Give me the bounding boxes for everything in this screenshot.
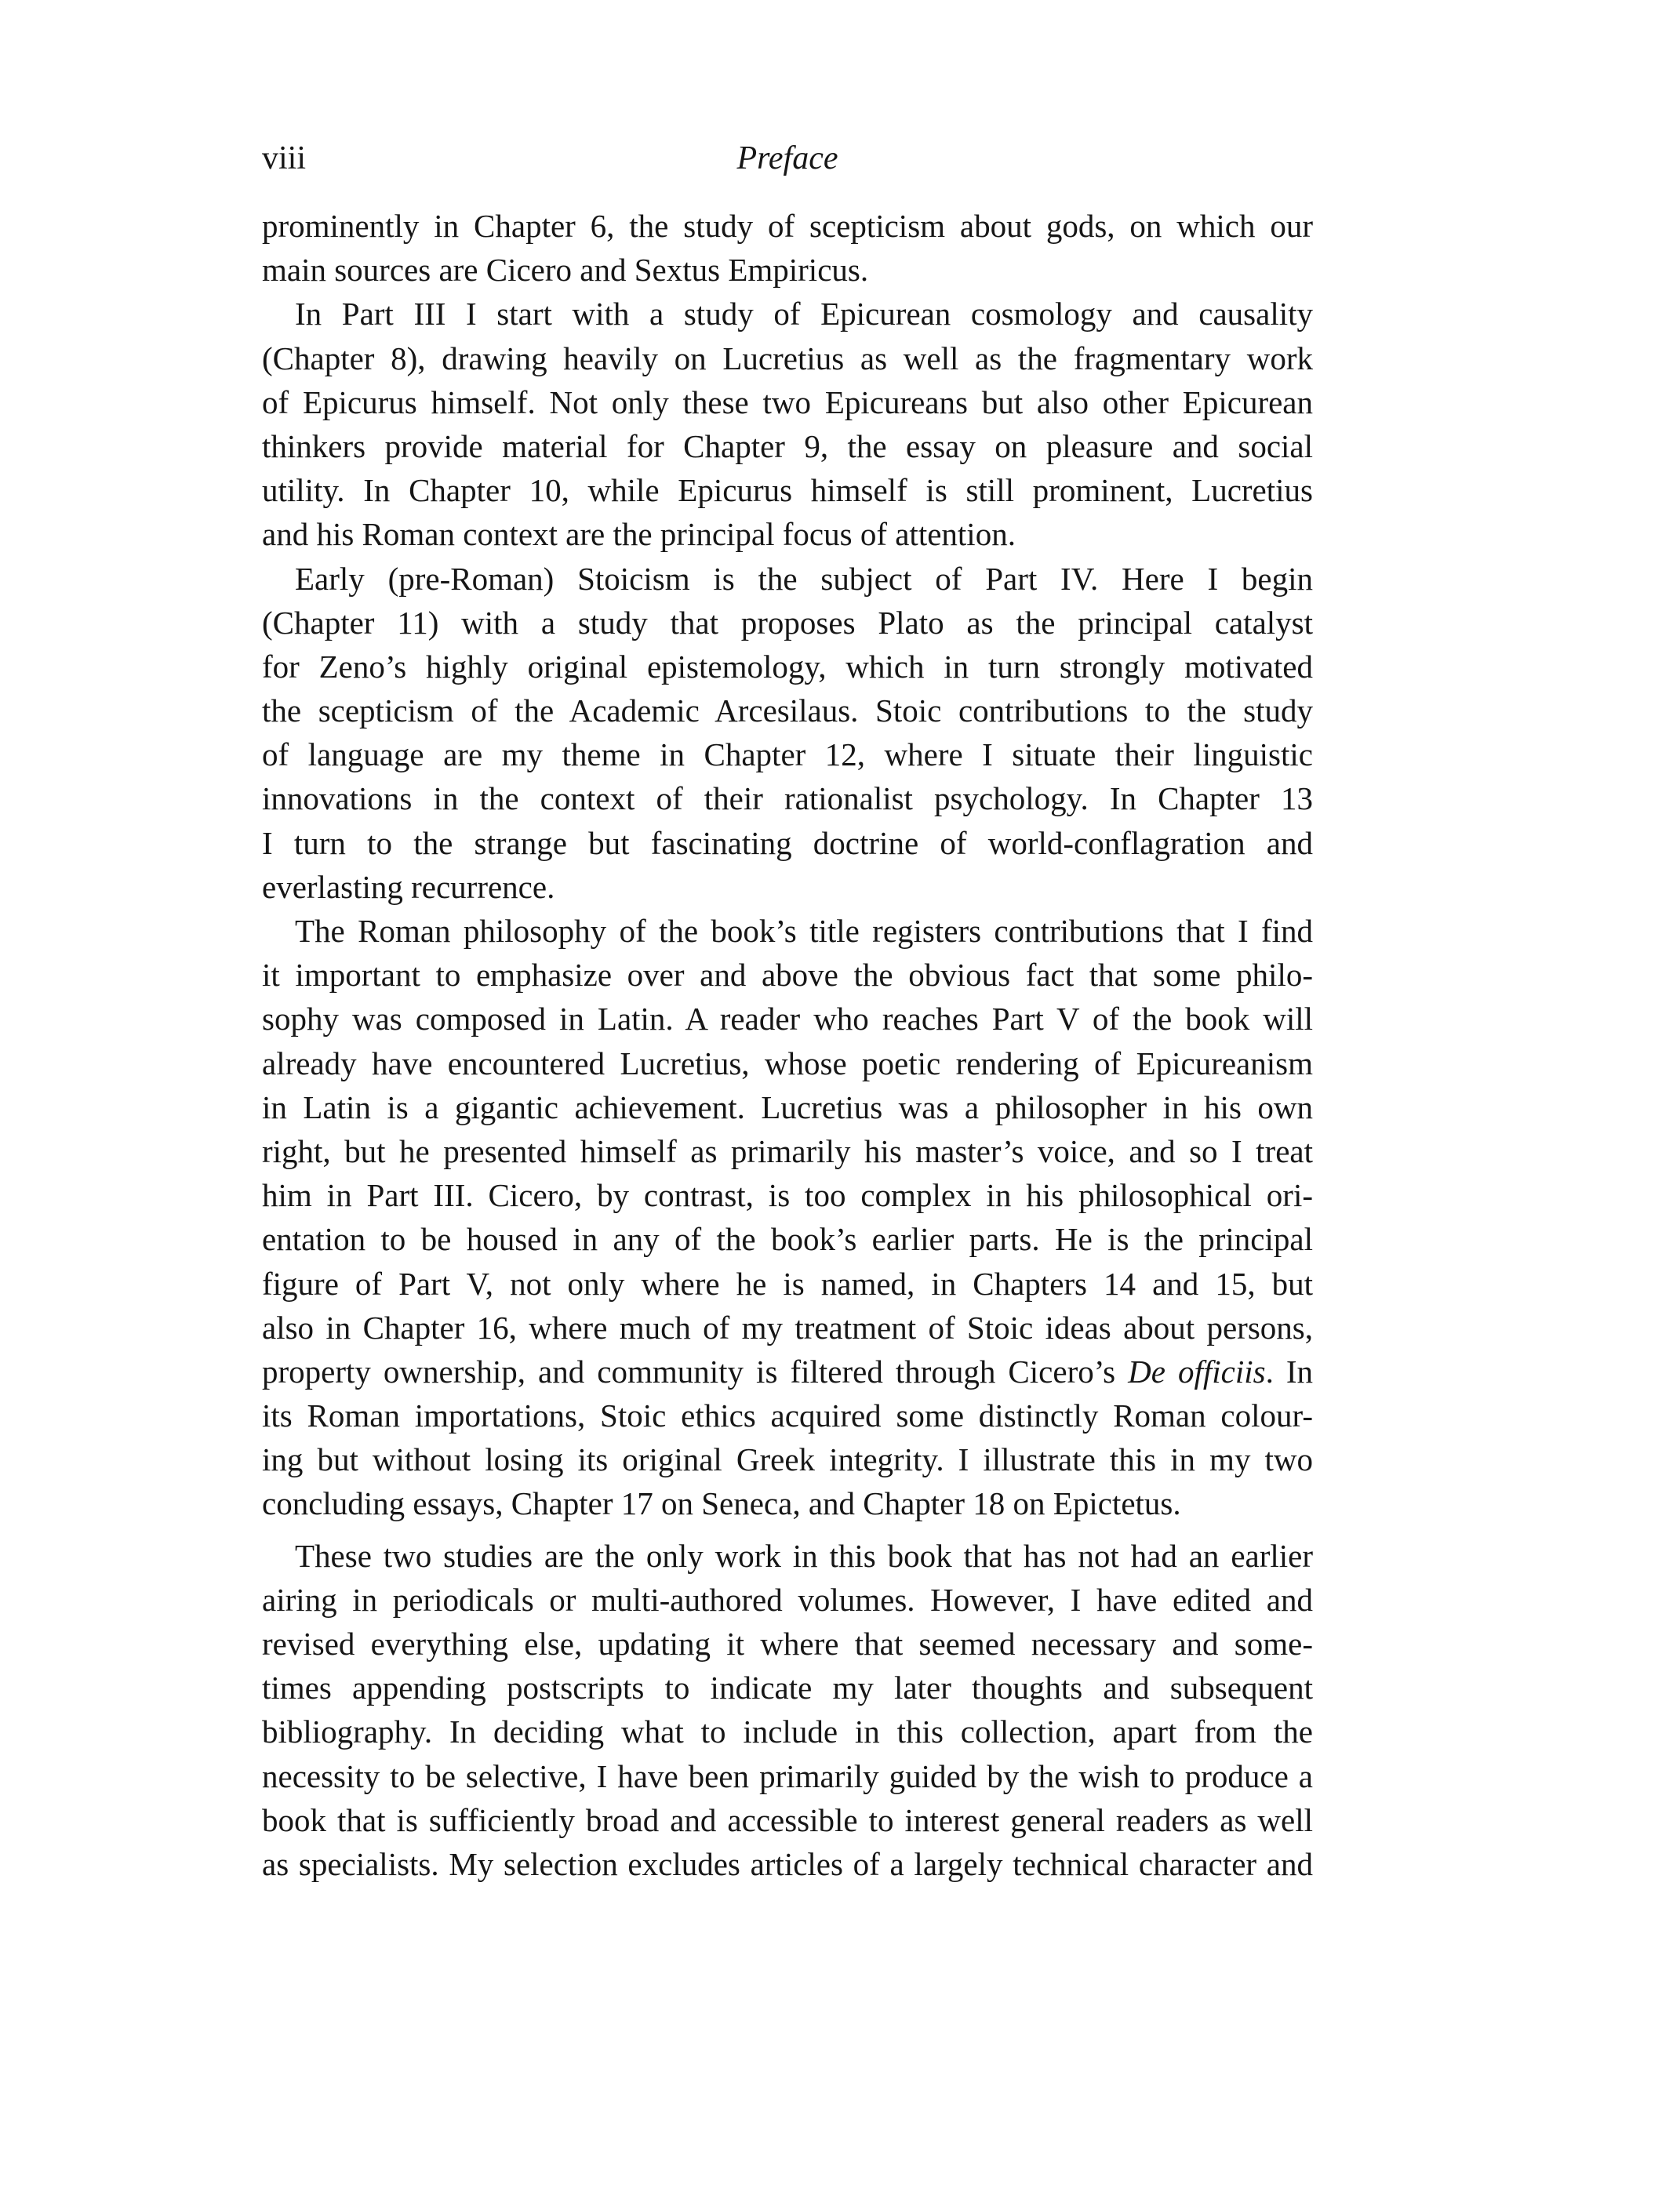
text-line: necessity to be selective, I have been primarily guided by the wish to produce a — [262, 1757, 1313, 1794]
text-line-with-title — [262, 1350, 1313, 1394]
text-line: times appending postscripts to indicate my later thoughts and subsequent — [262, 1670, 1313, 1706]
text-line: everlasting recurrence. — [262, 868, 555, 905]
text-line: Early (pre-Roman) Stoicism is the subject of Part IV. Here I begin — [295, 560, 1313, 597]
text-line: of language are my theme in Chapter 12, where I situate their linguistic — [262, 736, 1313, 773]
text-line: innovations in the context of their rationalist psychology. In Chapter 13 — [262, 780, 1313, 817]
paragraph-4 — [262, 909, 1313, 1526]
text-line: book that is sufficiently broad and accessible to interest general readers as well — [262, 1801, 1313, 1838]
paragraph-2 — [262, 292, 1313, 556]
text-line: bibliography. In deciding what to include in this collection, apart from the — [262, 1713, 1313, 1750]
text-line: already have encountered Lucretius, whose poetic rendering of Epicureanism — [262, 1045, 1313, 1081]
text-line: main sources are Cicero and Sextus Empiricus. — [262, 252, 869, 289]
text-line: in Latin is a gigantic achievement. Lucretius was a philosopher in his own — [262, 1088, 1313, 1125]
text-line: airing in periodicals or multi-authored volumes. However, I have edited and — [262, 1581, 1313, 1618]
work-title: De officiis — [1128, 1353, 1266, 1390]
text-line: its Roman importations, Stoic ethics acquired some distinctly Roman colour- — [262, 1397, 1313, 1434]
text-line: ing but without losing its original Greek integrity. I illustrate this in my two — [262, 1441, 1313, 1478]
page-number: viii — [262, 140, 307, 176]
text-line: the scepticism of the Academic Arcesilaus. Stoic contributions to the study — [262, 692, 1313, 729]
text-line: These two studies are the only work in this book that has not had an earlier — [295, 1537, 1313, 1574]
text-line: concluding essays, Chapter 17 on Seneca, and Chapter 18 on Epictetus. — [262, 1485, 1181, 1522]
text-line: sophy was composed in Latin. A reader who reaches Part V of the book will — [262, 1001, 1313, 1038]
text-line: figure of Part V, not only where he is named, in Chapters 14 and 15, but — [262, 1265, 1313, 1302]
text-line: him in Part III. Cicero, by contrast, is too complex in his philosophical ori- — [262, 1177, 1313, 1214]
text-line: entation to be housed in any of the book’s earlier parts. He is the principal — [262, 1221, 1313, 1258]
text-line: thinkers provide material for Chapter 9, the essay on pleasure and social — [262, 427, 1313, 464]
text-line: I turn to the strange but fascinating doctrine of world-conflagration and — [262, 824, 1313, 861]
text-line: The Roman philosophy of the book’s title registers contributions that I find — [295, 913, 1313, 949]
body-text — [262, 204, 1313, 1886]
paragraph-1 — [262, 204, 1313, 292]
paragraph-gap — [262, 1526, 1313, 1534]
text-line: also in Chapter 16, where much of my treatment of Stoic ideas about persons, — [262, 1309, 1313, 1346]
text-line: In Part III I start with a study of Epicurean cosmology and causality — [295, 296, 1313, 333]
text-line: for Zeno’s highly original epistemology, which in turn strongly motivated — [262, 648, 1313, 685]
text-line: and his Roman context are the principal focus of attention. — [262, 516, 1016, 553]
text-line: right, but he presented himself as primarily his master’s voice, and so I treat — [262, 1132, 1313, 1169]
text-line: utility. In Chapter 10, while Epicurus himself is still prominent, Lucretius — [262, 472, 1313, 509]
running-title: Preface — [736, 140, 838, 176]
text-line: (Chapter 8), drawing heavily on Lucretius as well as the fragmentary work — [262, 340, 1313, 376]
text-line: revised everything else, updating it where that seemed necessary and some- — [262, 1626, 1313, 1662]
text-line: prominently in Chapter 6, the study of scepticism about gods, on which our — [262, 208, 1313, 244]
text-line: of Epicurus himself. Not only these two Epicureans but also other Epicurean — [262, 383, 1313, 420]
text-segment: . In — [1265, 1353, 1313, 1390]
text-line: as specialists. My selection excludes articles of a largely technical character and — [262, 1845, 1313, 1882]
running-head — [262, 135, 1313, 182]
text-segment: property ownership, and community is filtered through Cicero’s — [262, 1353, 1129, 1390]
text-line: it important to emphasize over and above the obvious fact that some philo- — [262, 957, 1313, 994]
paragraph-3 — [262, 557, 1313, 910]
text-line: (Chapter 11) with a study that proposes Plato as the principal catalyst — [262, 604, 1313, 641]
paragraph-5 — [262, 1534, 1313, 1887]
